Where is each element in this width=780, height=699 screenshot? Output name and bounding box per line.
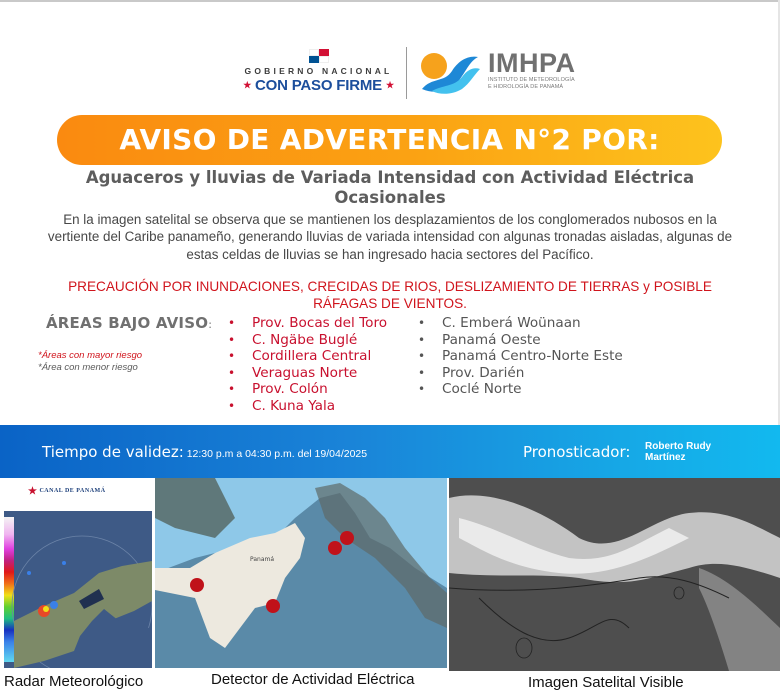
- star-icon: ★: [385, 80, 394, 90]
- gobierno-line2: ★ CON PASO FIRME ★: [243, 77, 394, 94]
- forecaster-name: Roberto Rudy Martínez: [645, 441, 712, 463]
- list-item: • Panamá Oeste: [418, 332, 628, 349]
- satellite-visible-image: [449, 478, 780, 671]
- list-item: • Cordillera Central: [228, 348, 387, 365]
- star-icon: ★: [28, 486, 38, 497]
- logo-divider: [406, 47, 407, 99]
- warning-banner: [57, 115, 722, 165]
- legend-low-risk: *Área con menor riesgo: [38, 362, 138, 373]
- header-logos: [230, 47, 590, 105]
- areas-title: ÁREAS BAJO AVISO:: [46, 314, 213, 332]
- radar-caption: Radar Meteorológico: [4, 673, 144, 690]
- gobierno-nacional-logo: [236, 49, 401, 94]
- canal-panama-logo: ★ CANAL DE PANAMÁ: [28, 486, 106, 497]
- imhpa-text: IMHPA INSTITUTO DE METEOROLOGÍA E HIDROLOGÍA DE PANAMÁ: [488, 48, 576, 90]
- high-risk-areas-list: [228, 315, 387, 415]
- imhpa-wave-sun-icon: [418, 49, 480, 95]
- legend-high-risk: *Áreas con mayor riesgo: [38, 350, 143, 361]
- panama-flag-icon: [309, 49, 329, 63]
- lightning-detector-map: [155, 478, 447, 668]
- radar-image: [0, 478, 155, 668]
- low-risk-areas-list: [418, 315, 628, 398]
- risk-legend: [38, 350, 142, 374]
- list-item: • Panamá Centro-Norte Este: [418, 348, 628, 365]
- star-icon: ★: [243, 80, 252, 90]
- list-item: • Prov. Bocas del Toro: [228, 315, 387, 332]
- warning-description: En la imagen satelital se observa que se mantienen los desplazamientos de los conglomerados nubosos en la vertiente del Caribe panameño, generando lluvias de variada intensidad con algunas tronadas aisladas, algunas de estas celdas de lluvias se han ingresado hacia sectores del Pacífico.: [47, 212, 733, 262]
- validity-bar: [0, 425, 780, 478]
- detector-caption: Detector de Actividad Eléctrica: [211, 671, 415, 688]
- list-item: • Coclé Norte: [418, 381, 628, 398]
- forecaster-label: Pronosticador:: [523, 443, 631, 461]
- svg-text:Panamá: Panamá: [250, 556, 275, 563]
- list-item: • Prov. Colón: [228, 381, 387, 398]
- list-item: • Prov. Darién: [418, 365, 628, 382]
- list-item: • C. Emberá Woünaan: [418, 315, 628, 332]
- list-item: • C. Ngäbe Buglé: [228, 332, 387, 349]
- validity-value: 12:30 p.m a 04:30 p.m. del 19/04/2025: [183, 448, 368, 460]
- validity-label: Tiempo de validez: 12:30 p.m a 04:30 p.m. del 19/04/2025: [42, 443, 368, 461]
- gobierno-line1: GOBIERNO NACIONAL: [244, 66, 393, 76]
- list-item: • C. Kuna Yala: [228, 398, 387, 415]
- warning-subtitle: Aguaceros y lluvias de Variada Intensidad con Actividad Eléctrica Ocasionales: [85, 168, 695, 207]
- top-border: [0, 0, 780, 2]
- list-item: • Veraguas Norte: [228, 365, 387, 382]
- warning-title: AVISO DE ADVERTENCIA N°2 POR:: [119, 123, 660, 156]
- satellite-caption: Imagen Satelital Visible: [528, 674, 684, 691]
- precaution-text: PRECAUCIÓN POR INUNDACIONES, CRECIDAS DE RIOS, DESLIZAMIENTO DE TIERRAS y POSIBLE RÁFAGAS DE VIENTOS.: [68, 279, 712, 311]
- radar-map: [4, 511, 152, 668]
